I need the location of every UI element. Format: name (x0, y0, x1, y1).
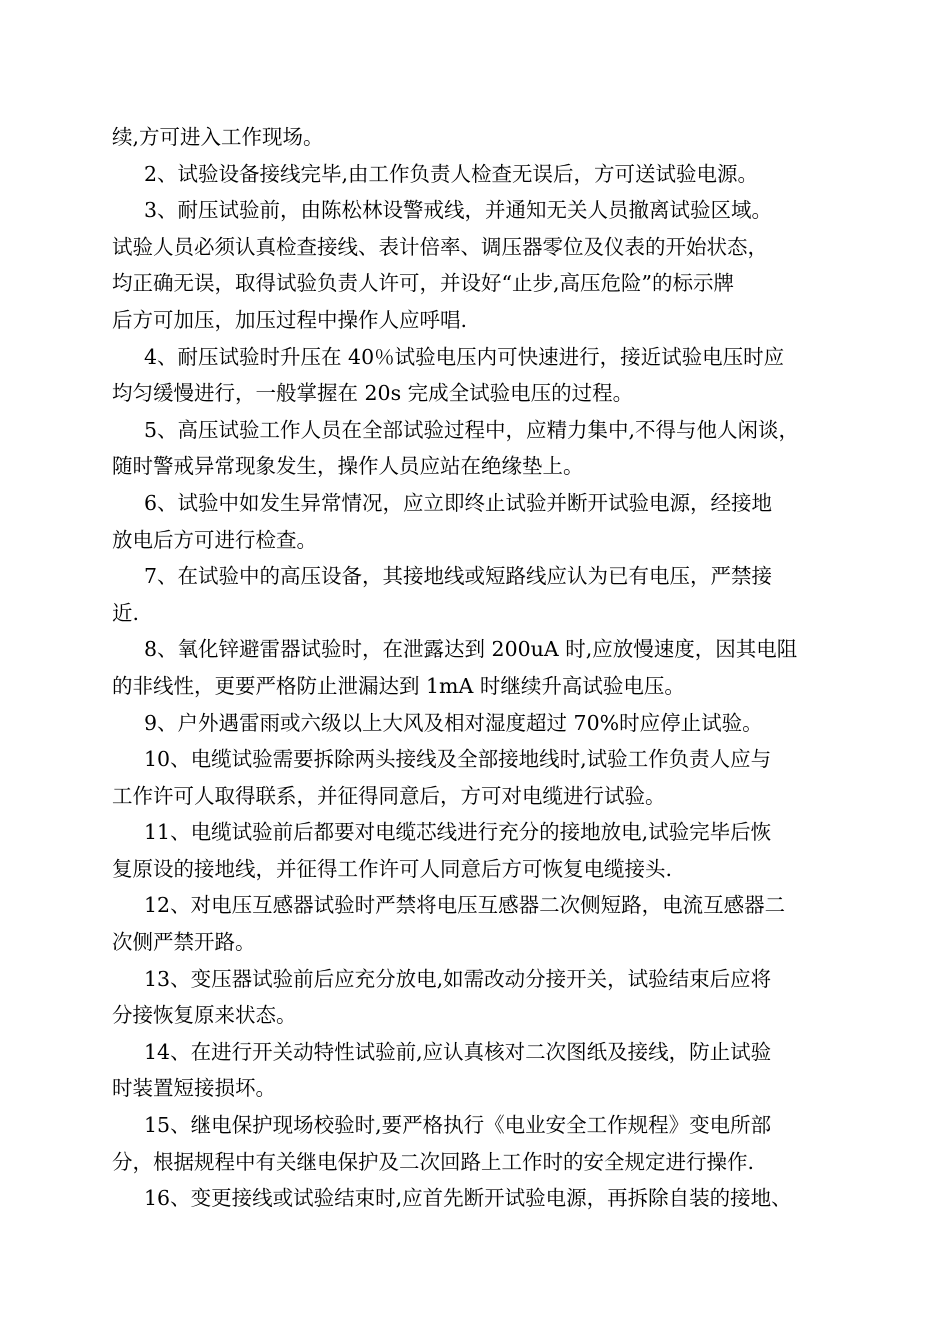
text-line: 分接恢复原来状态。 (112, 1003, 297, 1028)
document-body (112, 119, 842, 1217)
text-line: 复原设的接地线，并征得工作许可人同意后方可恢复电缆接头. (112, 856, 673, 881)
text-line: 5、高压试验工作人员在全部试验过程中，应精力集中,不得与他人闲谈， (144, 417, 800, 442)
text-line: 4、耐压试验时升压在 40％试验电压内可快速进行，接近试验电压时应 (144, 344, 785, 369)
text-line: 放电后方可进行检查。 (112, 527, 317, 552)
text-line: 15、继电保护现场校验时,要严格执行《电业安全工作规程》变电所部 (144, 1113, 772, 1138)
text-line: 13、变压器试验前后应充分放电,如需改动分接开关，试验结束后应将 (144, 966, 772, 991)
text-line: 的非线性，更要严格防止泄漏达到 1mA 时继续升高试验电压。 (112, 673, 685, 698)
text-line: 后方可加压，加压过程中操作人应呼唱. (112, 307, 468, 332)
text-line: 8、氧化锌避雷器试验时，在泄露达到 200uA 时,应放慢速度，因其电阻 (144, 637, 798, 662)
text-line: 14、在进行开关动特性试验前,应认真核对二次图纸及接线，防止试验 (144, 1039, 772, 1064)
text-line: 续,方可进入工作现场。 (112, 125, 324, 149)
text-line: 随时警戒异常现象发生，操作人员应站在绝缘垫上。 (112, 454, 584, 479)
text-line: 2、试验设备接线完毕,由工作负责人检查无误后，方可送试验电源。 (144, 161, 759, 186)
text-line: 均正确无误，取得试验负责人许可，并设好“止步,高压危险”的标示牌 (112, 271, 734, 296)
text-line: 11、电缆试验前后都要对电缆芯线进行充分的接地放电,试验完毕后恢 (144, 820, 772, 845)
text-line: 6、试验中如发生异常情况，应立即终止试验并断开试验电源，经接地 (144, 490, 773, 515)
text-line: 12、对电压互感器试验时严禁将电压互感器二次侧短路，电流互感器二 (144, 893, 786, 918)
text-line: 工作许可人取得联系，并征得同意后，方可对电缆进行试验。 (112, 783, 666, 808)
text-line: 3、耐压试验前，由陈松林设警戒线，并通知无关人员撤离试验区域。 (144, 198, 773, 223)
text-line: 9、户外遇雷雨或六级以上大风及相对湿度超过 70%时应停止试验。 (144, 710, 763, 735)
text-line: 近. (112, 600, 140, 625)
text-line: 试验人员必须认真检查接线、表计倍率、调压器零位及仪表的开始状态， (112, 234, 768, 259)
text-line: 时装置短接损坏。 (112, 1076, 276, 1101)
text-line: 16、变更接线或试验结束时,应首先断开试验电源，再拆除自装的接地、 (144, 1186, 792, 1211)
text-line: 7、在试验中的高压设备，其接地线或短路线应认为已有电压，严禁接 (144, 564, 773, 589)
text-line: 均匀缓慢进行，一般掌握在 20s 完成全试验电压的过程。 (112, 381, 634, 406)
text-line: 分，根据规程中有关继电保护及二次回路上工作时的安全规定进行操作. (112, 1149, 755, 1174)
text-line: 10、电缆试验需要拆除两头接线及全部接地线时,试验工作负责人应与 (144, 747, 772, 772)
text-line: 次侧严禁开路。 (112, 930, 256, 955)
